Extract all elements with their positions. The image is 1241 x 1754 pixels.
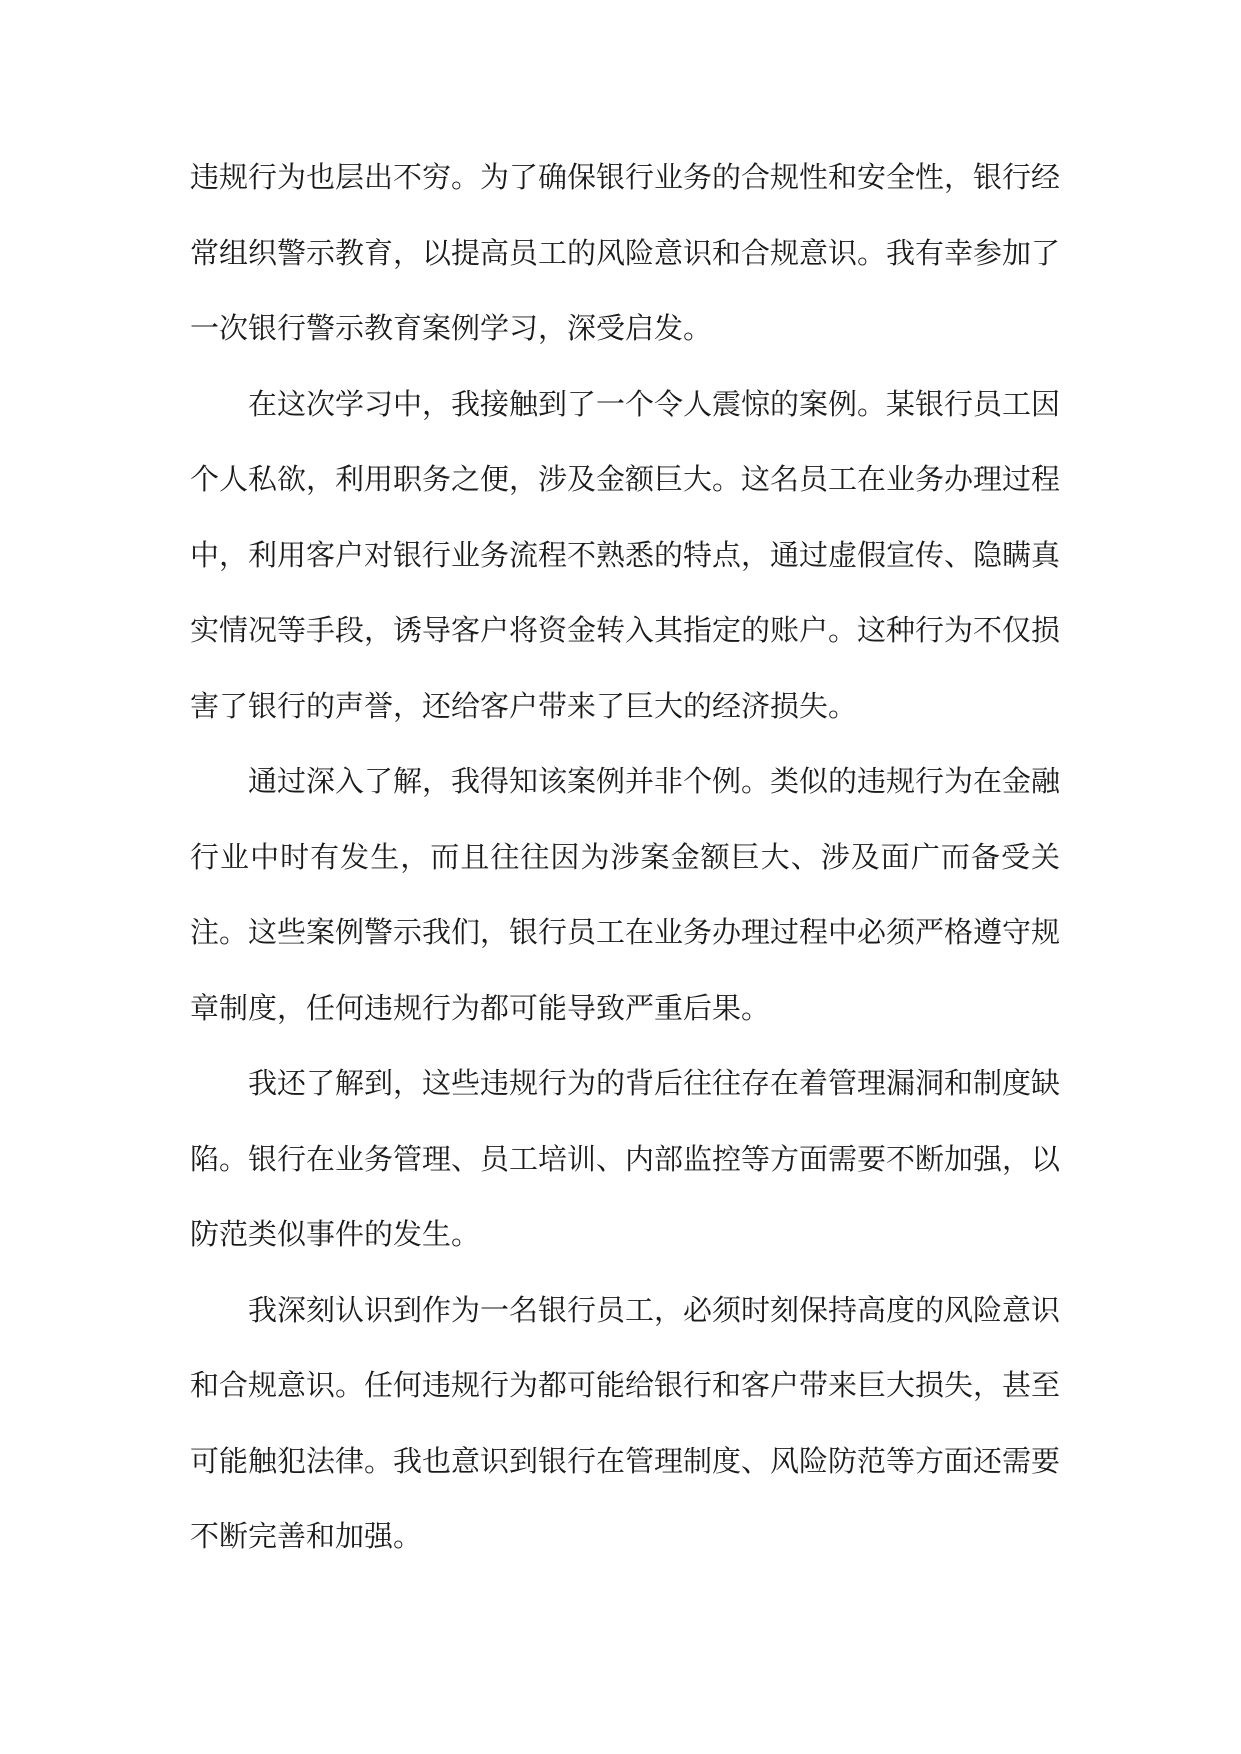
paragraph-3: 通过深入了解，我得知该案例并非个例。类似的违规行为在金融行业中时有发生，而且往往因为涉案金额巨大、涉及面广而备受关注。这些案例警示我们，银行员工在业务办理过程中必须严格遵守规章制度，任何违规行为都可能导致严重后果。 <box>190 764 1061 1025</box>
document-body <box>190 140 1060 1575</box>
paragraph-1: 违规行为也层出不穷。为了确保银行业务的合规性和安全性，银行经常组织警示教育，以提高员工的风险意识和合规意识。我有幸参加了一次银行警示教育案例学习，深受启发。 <box>190 160 1061 345</box>
paragraph-2: 在这次学习中，我接触到了一个令人震惊的案例。某银行员工因个人私欲，利用职务之便，涉及金额巨大。这名员工在业务办理过程中，利用客户对银行业务流程不熟悉的特点，通过虚假宣传、隐瞒真实情况等手段，诱导客户将资金转入其指定的账户。这种行为不仅损害了银行的声誉，还给客户带来了巨大的经济损失。 <box>190 386 1061 723</box>
paragraph-4: 我还了解到，这些违规行为的背后往往存在着管理漏洞和制度缺陷。银行在业务管理、员工培训、内部监控等方面需要不断加强，以防范类似事件的发生。 <box>190 1066 1061 1251</box>
paragraph-5: 我深刻认识到作为一名银行员工，必须时刻保持高度的风险意识和合规意识。任何违规行为都可能给银行和客户带来巨大损失，甚至可能触犯法律。我也意识到银行在管理制度、风险防范等方面还需要不断完善和加强。 <box>190 1292 1061 1553</box>
